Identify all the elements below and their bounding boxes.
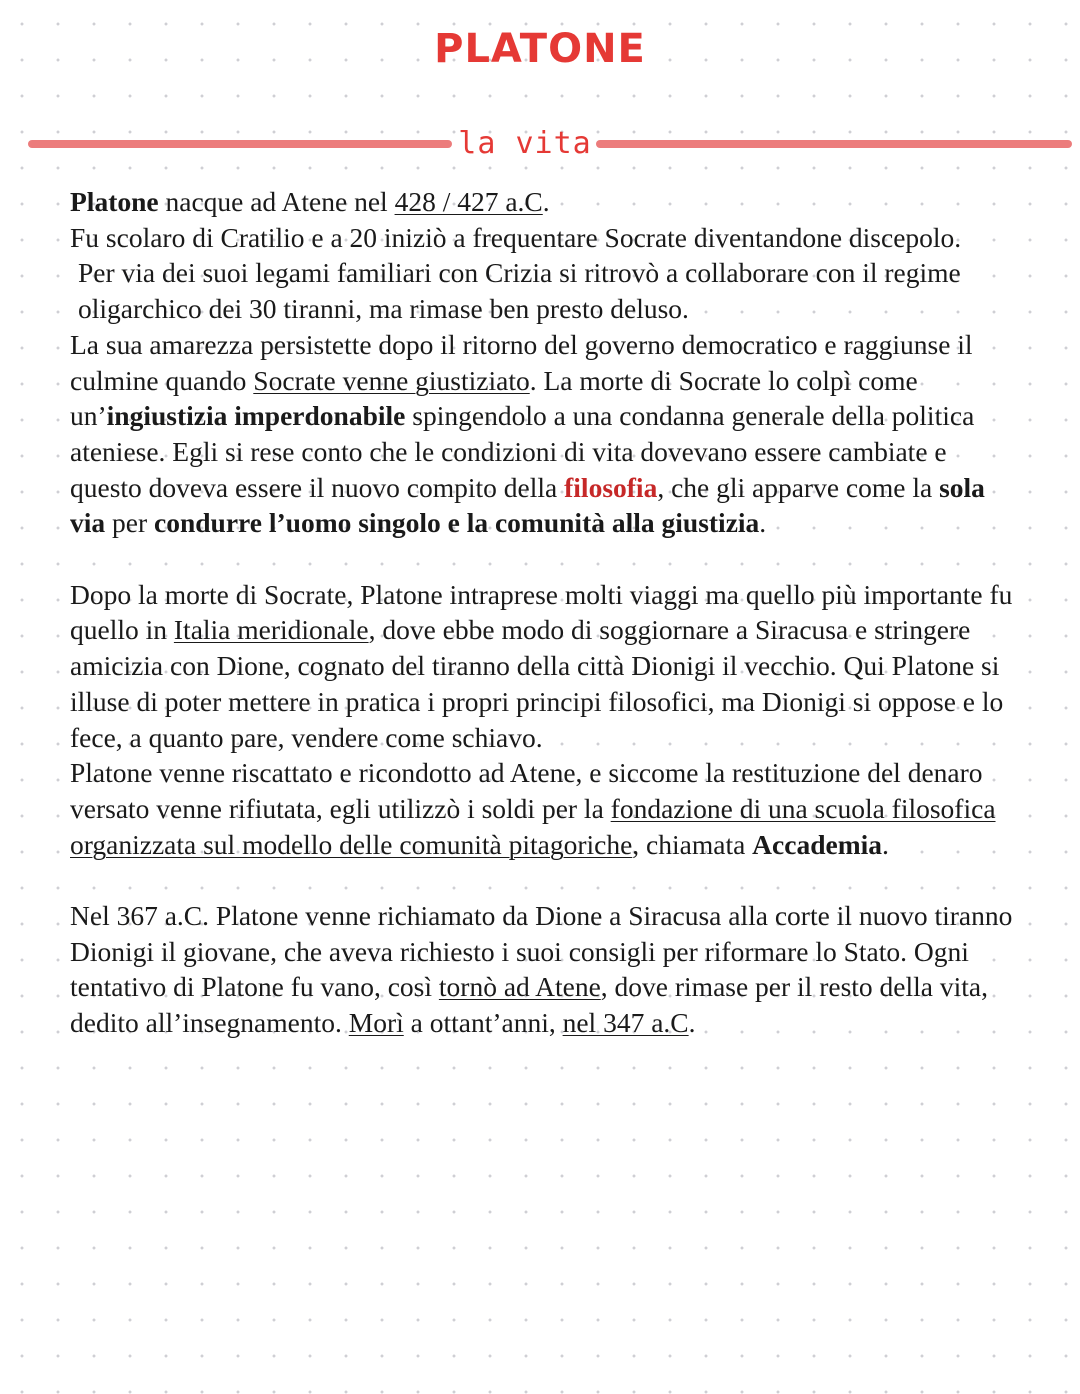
- text-span: , che gli apparve come la: [657, 471, 940, 503]
- paragraph-last-years: [70, 898, 1015, 1041]
- text-span: .: [542, 186, 550, 217]
- page-title: PLATONE: [434, 26, 646, 72]
- text-span: .: [688, 1007, 696, 1039]
- text-span: . La morte di Socrate lo colpì come un’: [70, 364, 918, 432]
- text-span: nacque ad Atene nel: [158, 186, 395, 217]
- paragraph-gap: [70, 541, 1015, 577]
- socrate-executed: Socrate venne giustiziato: [253, 364, 530, 396]
- section-heading: la vita: [458, 126, 592, 161]
- paragraph-socrate-death: [70, 327, 1015, 541]
- text-span: a ottant’anni,: [403, 1007, 563, 1039]
- paragraph-travels: [70, 577, 1015, 756]
- lead-to-justice: condurre l’uomo singolo e la comunità alla giustizia: [154, 507, 760, 539]
- text-span: Platone venne riscattato e ricondotto ad Atene, e siccome la restituzione del denaro versato venne rifiutata, egli utilizzò i soldi per la: [70, 757, 983, 824]
- death-date: nel 347 a.C: [562, 1007, 689, 1039]
- death-word: Morì: [348, 1007, 404, 1039]
- text-span: , dove ebbe modo di soggiornare a Siracusa e stringere amicizia con Dione, cognato del tiranno della città Dionigi il vecchio. Qui Platone si illuse di poter mettere in pratica i propri principi filosofici, ma Dionigi si oppose e lo fece, a quanto pare, vendere come schiavo.: [70, 614, 1004, 753]
- paragraph-gap: [70, 862, 1015, 898]
- paragraph-teachers: Fu scolaro di Cratilio e a 20 iniziò a frequentare Socrate diventandone discepolo.: [70, 221, 962, 253]
- divider-line-left: [28, 140, 452, 148]
- keyword-filosofia: filosofia: [564, 471, 658, 503]
- birth-date: 428 / 427 a.C: [394, 186, 543, 217]
- southern-italy: Italia meridionale: [173, 614, 369, 646]
- text-span: La sua amarezza persistette dopo il ritorno del governo democratico e raggiunse il culmine quando: [70, 328, 973, 396]
- return-to-athens: tornò ad Atene: [438, 971, 601, 1003]
- paragraph-crizia: Per via dei suoi legami familiari con Crizia si ritrovò a collaborare con il regime oligarchico dei 30 tiranni, ma rimase ben presto deluso.: [78, 257, 961, 325]
- text-span: , chiamata: [632, 828, 753, 860]
- divider-line-right: [596, 140, 1072, 148]
- text-span: per: [105, 507, 155, 539]
- keyword-accademia: Accademia: [752, 828, 882, 860]
- paragraph-academy: [70, 755, 1015, 862]
- document-body: [70, 184, 1015, 1041]
- text-span: Nel 367 a.C. Platone venne richiamato da Dione a Siracusa alla corte il nuovo tiranno Dionigi il giovane, che aveva richiesto i suoi consigli per riformare lo Stato. Ogni tentativo di Platone fu vano, così: [70, 900, 1013, 1003]
- unforgivable-injustice: ingiustizia imperdonabile: [106, 400, 406, 432]
- text-span: .: [759, 507, 767, 539]
- school-foundation: fondazione di una scuola filosofica organizzata sul modello delle comunità pitagoriche: [70, 792, 996, 860]
- only-way: sola via: [70, 471, 985, 539]
- text-span: , dove rimase per il resto della vita, dedito all’insegnamento.: [70, 971, 988, 1039]
- text-span: .: [882, 828, 889, 860]
- name-platone: Platone: [70, 186, 159, 217]
- text-span: spingendolo a una condanna generale della politica ateniese. Egli si rese conto che le condizioni di vita dovevano essere cambiate e questo doveva essere il nuovo compito della: [70, 400, 975, 503]
- text-span: Dopo la morte di Socrate, Platone intraprese molti viaggi ma quello più importante fu quello in: [70, 578, 1013, 646]
- paragraph-birth: [70, 184, 1015, 220]
- section-divider: [28, 122, 1072, 166]
